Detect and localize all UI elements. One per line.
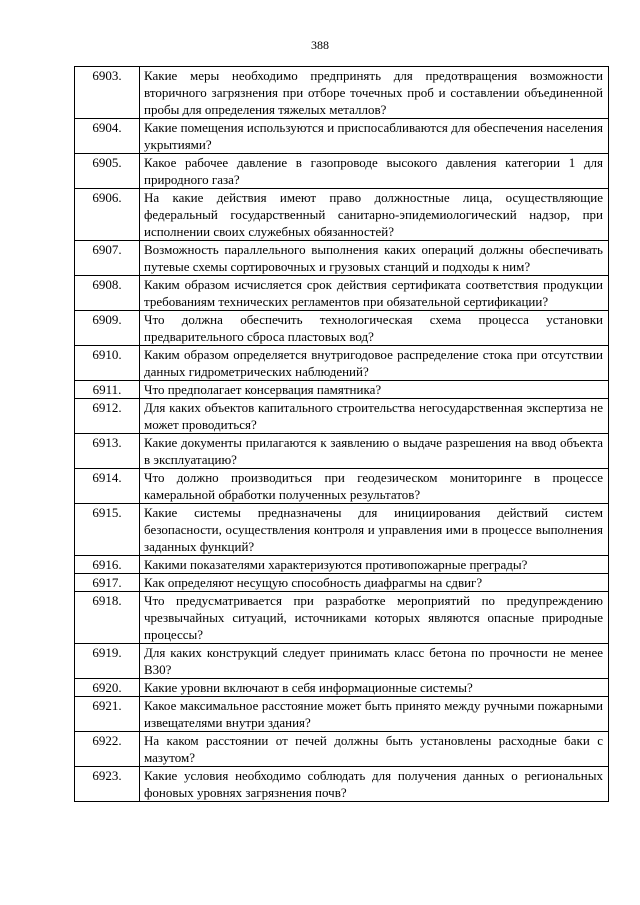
question-number: 6905. [75, 154, 140, 189]
question-text: Возможность параллельного выполнения каких операций должны обеспечивать путевые схемы сортировочных и грузовых станций и подходы к ним? [140, 241, 609, 276]
question-number: 6912. [75, 399, 140, 434]
table-row [75, 469, 609, 504]
questions-table-body [75, 67, 609, 802]
table-row [75, 67, 609, 119]
question-number: 6910. [75, 346, 140, 381]
table-row [75, 276, 609, 311]
question-number: 6918. [75, 592, 140, 644]
question-number: 6917. [75, 574, 140, 592]
table-row [75, 679, 609, 697]
question-number: 6913. [75, 434, 140, 469]
question-text: Какие меры необходимо предпринять для предотвращения возможности вторичного загрязнения при отборе точечных проб и составлении объединенной пробы для определения тяжелых металлов? [140, 67, 609, 119]
table-row [75, 434, 609, 469]
table-row [75, 592, 609, 644]
question-number: 6903. [75, 67, 140, 119]
page-number: 388 [311, 38, 329, 52]
question-text: Что предполагает консервация памятника? [140, 381, 609, 399]
question-text: Какие документы прилагаются к заявлению о выдаче разрешения на ввод объекта в эксплуатацию? [140, 434, 609, 469]
table-row [75, 241, 609, 276]
question-number: 6907. [75, 241, 140, 276]
table-row [75, 574, 609, 592]
question-number: 6904. [75, 119, 140, 154]
table-row [75, 119, 609, 154]
question-text: Какие условия необходимо соблюдать для получения данных о региональных фоновых уровнях загрязнения почв? [140, 767, 609, 802]
question-number: 6911. [75, 381, 140, 399]
question-text: Что должно производиться при геодезическом мониторинге в процессе камеральной обработки полученных результатов? [140, 469, 609, 504]
table-row [75, 311, 609, 346]
question-text: Какое максимальное расстояние может быть принято между ручными пожарными извещателями внутри здания? [140, 697, 609, 732]
question-number: 6922. [75, 732, 140, 767]
question-text: Какими показателями характеризуются противопожарные преграды? [140, 556, 609, 574]
question-text: Для каких конструкций следует принимать класс бетона по прочности не менее В30? [140, 644, 609, 679]
question-text: Как определяют несущую способность диафрагмы на сдвиг? [140, 574, 609, 592]
question-text: Какие помещения используются и приспосабливаются для обеспечения населения укрытиями? [140, 119, 609, 154]
question-number: 6914. [75, 469, 140, 504]
question-number: 6908. [75, 276, 140, 311]
question-text: Какие системы предназначены для инициирования действий систем безопасности, осуществления контроля и управления ими в процессе выполнения заданных функций? [140, 504, 609, 556]
question-number: 6916. [75, 556, 140, 574]
table-row [75, 767, 609, 802]
question-number: 6921. [75, 697, 140, 732]
question-number: 6915. [75, 504, 140, 556]
question-text: Что предусматривается при разработке мероприятий по предупреждению чрезвычайных ситуаций, источниками которых являются опасные природные процессы? [140, 592, 609, 644]
table-row [75, 644, 609, 679]
table-row [75, 504, 609, 556]
question-number: 6909. [75, 311, 140, 346]
question-text: Для каких объектов капитального строительства негосударственная экспертиза не может проводиться? [140, 399, 609, 434]
question-text: Каким образом определяется внутригодовое распределение стока при отсутствии данных гидрометрических наблюдений? [140, 346, 609, 381]
table-row [75, 697, 609, 732]
question-text: Что должна обеспечить технологическая схема процесса установки предварительного сброса пластовых вод? [140, 311, 609, 346]
table-row [75, 556, 609, 574]
question-text: На какие действия имеют право должностные лица, осуществляющие федеральный государственный санитарно-эпидемиологический надзор, при исполнении своих служебных обязанностей? [140, 189, 609, 241]
table-row [75, 732, 609, 767]
question-text: Какое рабочее давление в газопроводе высокого давления категории 1 для природного газа? [140, 154, 609, 189]
question-text: Каким образом исчисляется срок действия сертификата соответствия продукции требованиям технических регламентов при обязательной сертификации? [140, 276, 609, 311]
question-number: 6923. [75, 767, 140, 802]
question-number: 6919. [75, 644, 140, 679]
question-text: На каком расстоянии от печей должны быть установлены расходные баки с мазутом? [140, 732, 609, 767]
table-row [75, 381, 609, 399]
table-row [75, 399, 609, 434]
question-number: 6920. [75, 679, 140, 697]
questions-table [74, 66, 609, 802]
table-row [75, 154, 609, 189]
question-number: 6906. [75, 189, 140, 241]
question-text: Какие уровни включают в себя информационные системы? [140, 679, 609, 697]
table-row [75, 189, 609, 241]
table-row [75, 346, 609, 381]
